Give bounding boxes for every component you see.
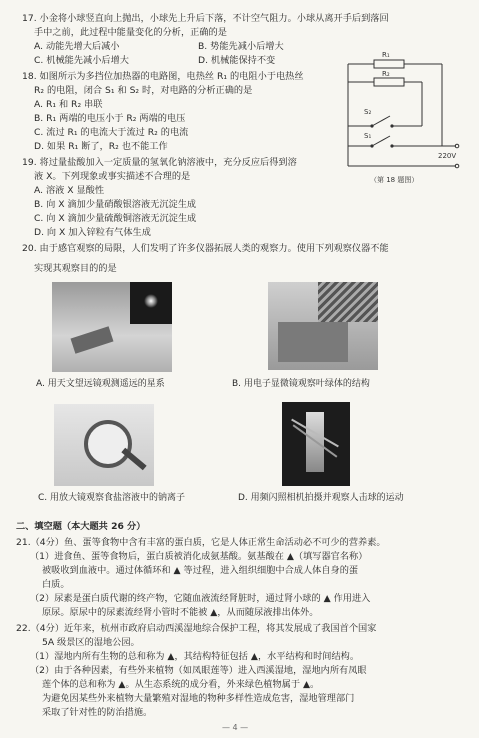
- r2-label: R₂: [382, 70, 390, 78]
- q22-line7: 采取了针对性的防治措施。: [42, 707, 153, 718]
- q17-stem-line1: 17. 小金将小球竖直向上抛出，小球先上升后下落，不计空气阻力。小球从离开手后到落回: [22, 13, 389, 24]
- q19-option-d: D. 向 X 加入锌粒有气体生成: [34, 227, 151, 238]
- q20-option-a: A. 用天文望远镜观测遥远的星系: [36, 379, 165, 389]
- q20-option-b: B. 用电子显微镜观察叶绿体的结构: [232, 379, 370, 389]
- q22-line4: （2）由于各种因素，有些外来植物（如凤眼莲等）进入西溪湿地，湿地内所有凤眼: [30, 665, 367, 676]
- galaxy-inset-photo: [130, 282, 172, 324]
- q22-line3: （1）湿地内所有生物的总和称为 ▲，其结构特征包括 ▲，水平结构和时间结构。: [30, 651, 360, 662]
- q18-circuit-figure: [342, 51, 468, 184]
- q17-stem-line2: 手中之前，此过程中能量变化的分析，正确的是: [34, 27, 227, 38]
- electron-microscope-photo: [268, 282, 378, 370]
- q18-option-d: D. 如果 R₁ 断了，R₂ 也不能工作: [34, 141, 168, 152]
- q17-option-a: A. 动能先增大后减小: [34, 41, 120, 52]
- q17-option-b: B. 势能先减小后增大: [198, 41, 284, 52]
- q18-figure-caption: （第 18 题图）: [370, 176, 419, 184]
- voltage-label: 220V: [438, 152, 457, 160]
- q18-stem-line2: R₂ 的电阻，闭合 S₁ 和 S₂ 时，对电路的分析正确的是: [34, 85, 253, 96]
- q18-option-a: A. R₁ 和 R₂ 串联: [34, 99, 103, 110]
- strobe-photo: [282, 402, 350, 486]
- q17-option-d: D. 机械能保持不变: [198, 55, 276, 66]
- q19-option-b: B. 向 X 滴加少量硝酸银溶液无沉淀生成: [34, 199, 197, 210]
- q21-line2: （1）进食鱼、蛋等食物后，蛋白质被消化成氨基酸。氨基酸在 ▲（填写器官名称）: [30, 551, 368, 562]
- s1-label: S₁: [364, 132, 372, 140]
- section-fill-in-title: 二、填空题（本大题共 26 分）: [16, 521, 146, 532]
- q17-option-c: C. 机械能先减小后增大: [34, 55, 129, 66]
- q18-option-b: B. R₁ 两端的电压小于 R₂ 两端的电压: [34, 113, 186, 124]
- q19-stem-line2: 液 X。下列现象或事实描述不合理的是: [34, 171, 191, 182]
- q20-stem-line2: 实现其观察目的的是: [34, 263, 117, 274]
- q18-stem-line1: 18. 如图所示为多挡位加热器的电路图，电热丝 R₁ 的电阻小于电热丝: [22, 71, 304, 82]
- q21-line6: 原尿。原尿中的尿素流经肾小管时不能被 ▲，从而随尿液排出体外。: [42, 607, 319, 618]
- q22-line1: 22.（4分）近年来，杭州市政府启动西溪湿地综合保护工程，将其发展成了我国首个国家: [16, 623, 377, 634]
- magnifier-photo: [54, 404, 154, 486]
- page-number: — 4 —: [222, 723, 249, 732]
- q21-line1: 21.（4分）鱼、蛋等食物中含有丰富的蛋白质，它是人体正常生命活动必不可少的营养素。: [16, 537, 386, 548]
- r1-label: R₁: [382, 51, 390, 59]
- q18-option-c: C. 流过 R₁ 的电流大于流过 R₂ 的电流: [34, 127, 189, 138]
- q22-line5: 莲个体的总和称为 ▲。从生态系统的成分看，外来绿色植物属于 ▲。: [42, 679, 320, 690]
- chloroplast-inset-photo: [318, 282, 378, 322]
- q22-line2: 5A 级景区的湿地公园。: [42, 637, 140, 648]
- q20-option-c: C. 用放大镜观察食盐溶液中的钠离子: [38, 493, 186, 503]
- q22-line6: 为避免因某些外来植物大量繁殖对湿地的物种多样性造成危害，湿地管理部门: [42, 693, 355, 704]
- q21-line3: 被吸收到血液中。通过体循环和 ▲ 等过程，进入组织细胞中合成人体自身的蛋: [42, 565, 359, 576]
- q19-stem-line1: 19. 将过量盐酸加入一定质量的氢氧化钠溶液中，充分反应后得到溶: [22, 157, 297, 168]
- q19-option-c: C. 向 X 滴加少量硫酸铜溶液无沉淀生成: [34, 213, 197, 224]
- q21-line5: （2）尿素是蛋白质代谢的终产物，它随血液流经肾脏时，通过肾小球的 ▲ 作用进入: [30, 593, 371, 604]
- q20-option-d: D. 用频闪照相机拍摄并观察人击球的运动: [238, 493, 404, 503]
- q21-line4: 白质。: [42, 579, 70, 590]
- q19-option-a: A. 溶液 X 显酸性: [34, 185, 105, 196]
- s2-label: S₂: [364, 108, 372, 116]
- telescope-photo: [52, 282, 172, 372]
- circuit-diagram: [342, 51, 468, 184]
- q20-stem-line1: 20. 由于感官观察的局限，人们发明了许多仪器拓展人类的观察力。使用下列观察仪器不能: [22, 243, 389, 254]
